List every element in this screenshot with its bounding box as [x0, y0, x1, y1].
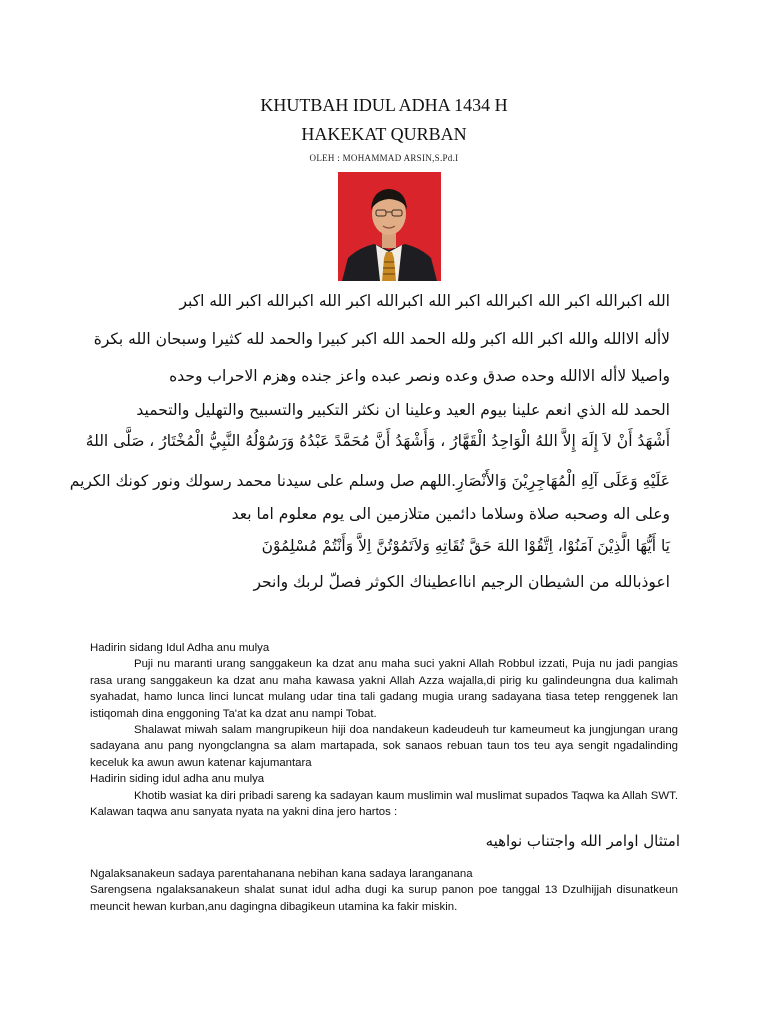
arabic-line: الحمد لله الذي انعم علينا بيوم العيد وعلينا ان نكثر التكبير والتسبيح والتهليل والتحميد — [136, 401, 670, 419]
paragraph-qurban: Sarengsena ngalaksanakeun shalat sunat idul adha dugi ka surup panon poe tanggal 13 Dzulhijjah disunatkeun meuncit hewan kurban,anu dagingna dibagikeun utamina ka fakir miskin. — [90, 884, 678, 913]
arabic-line: واصيلا لاأله الاالله وحده صدق وعده ونصر عبده واعز جنده وهزم الاحراب وحده — [169, 367, 670, 385]
document-subtitle: HAKEKAT QURBAN — [301, 124, 467, 144]
paragraph-taqwa: Khotib wasiat ka diri pribadi sareng ka sadayan kaum muslimin wal muslimat supados Taqwa ka Allah SWT. Kalawan taqwa anu sanyata nyata na yakni dina jero hartos : — [90, 789, 678, 819]
arabic-line: عَلَيْهِ وَعَلَى آلِهِ الْمُهَاجِرِيْنَ وَالأَنْصَارِ.اللهم صل وسلم على سيدنا محمد رسولك ونور كونك الكريم — [69, 472, 670, 490]
arabic-line: الله اكبرالله اكبر الله اكبرالله اكبر الله اكبرالله اكبر الله اكبرالله اكبر الله اكبر — [179, 292, 670, 310]
paragraph-command: Ngalaksanakeun sadaya parentahanana nebihan kana sadaya laranganana — [90, 868, 473, 880]
paragraph-greeting-2: Hadirin siding idul adha anu mulya — [90, 773, 265, 786]
paragraph-praise: Puji nu maranti urang sanggakeun ka dzat anu maha suci yakni Allah Robbul izzati, Puja nu jadi pangias rasa urang sanggakeun ka dzat anu maha kawasa yakni Allah Azza wajalla,di pirig ku galindeungna dua kalimah syahadat, hamo lunca linci luncat mulang udar tina tali gadang mugia urang sadayana tiasa tetep renggenek lan istiqomah dina enggoning Ta'at ka dzat anu nampi Tobat. — [90, 658, 678, 720]
author-line: OLEH : MOHAMMAD ARSIN,S.Pd.I — [309, 153, 459, 163]
author-photo — [338, 172, 441, 281]
body-section-2 — [90, 866, 678, 915]
paragraph-shalawat: Shalawat miwah salam mangrupikeun hiji doa nandakeun kadeudeuh tur kameumeut ka jungjungan urang sadayana anu pang nyongclangna sa alam martapada, sok sanaos rebuan taun tos teu aya sengit ngadalinding keceluk ka awun awun katenar kajumantara — [90, 724, 678, 769]
arabic-line: يَا أَيُّهَا الَّذِيْنَ آمَنُوْا، اِتَّقُوْا اللهَ حَقَّ تُقَاتِهِ وَلاَتَمُوْتُنَّ اِلاَّ وَأَنْتُمْ مُسْلِمُوْنَ — [261, 537, 670, 555]
document-title: KHUTBAH IDUL ADHA 1434 H — [260, 95, 508, 115]
arabic-quote: امتثال اوامر الله واجتناب نواهيه — [485, 832, 680, 850]
body-section-1 — [90, 640, 678, 820]
arabic-line: أَشْهَدُ أَنْ لاَ إِلَهَ إِلاَّ اللهُ الْوَاحِدُ الْقَهَّارُ ، وَأَشْهَدُ أَنَّ مُحَمَّدً عَبْدُهُ وَرَسُوْلُهُ النَّبِيُّ الْمُخْتَارُ ، صَلَّى اللهُ — [85, 432, 670, 450]
arabic-line: لاأله الاالله والله اكبر الله اكبر ولله الحمد الله اكبر كبيرا والحمد لله كثيرا وسبحان الله بكرة — [93, 330, 670, 348]
paragraph-greeting: Hadirin sidang Idul Adha anu mulya — [90, 642, 270, 654]
arabic-line: وعلى اله وصحبه صلاة وسلاما دائمين متلازمين الى يوم معلوم اما بعد — [231, 505, 670, 523]
arabic-line: اعوذبالله من الشيطان الرجيم انااعطيناك الكوثر فصلّ لربك وانحر — [253, 573, 670, 591]
